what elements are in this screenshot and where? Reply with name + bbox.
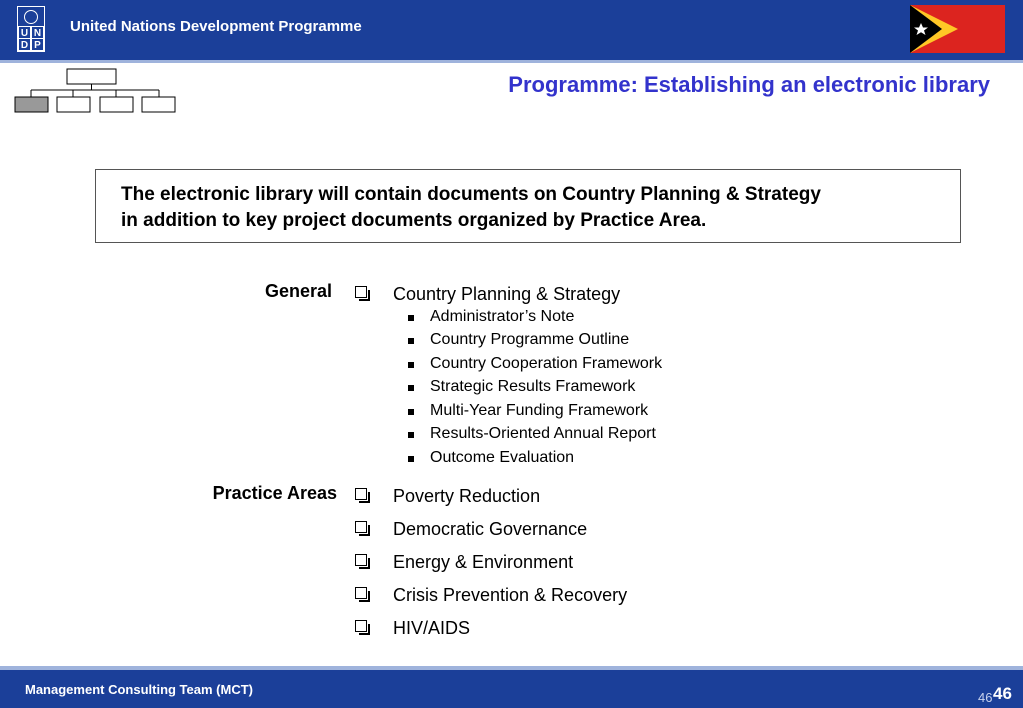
intro-box: [95, 169, 961, 243]
page-number: 46: [993, 684, 1012, 703]
list-item-label: Poverty Reduction: [393, 486, 541, 506]
square-bullet-icon: [408, 362, 414, 368]
sub-list-item-label: Multi-Year Funding Framework: [430, 402, 649, 419]
page-title: Programme: Establishing an electronic library: [508, 72, 990, 97]
list-item-label: Country Planning & Strategy: [393, 284, 621, 304]
square-bullet-icon: [408, 315, 414, 321]
logo-letter-n: N: [31, 26, 44, 39]
list-item-label: HIV/AIDS: [393, 618, 471, 638]
org-chart-icon: [14, 68, 179, 116]
list-item-label: Democratic Governance: [393, 519, 588, 539]
organization-name: United Nations Development Programme: [70, 18, 362, 35]
sub-list-item-label: Administrator’s Note: [430, 308, 575, 325]
checkbox-bullet-icon: [355, 286, 367, 298]
footer-text: Management Consulting Team (MCT): [25, 682, 253, 697]
checkbox-bullet-icon: [355, 554, 367, 566]
intro-line-2: in addition to key project documents organized by Practice Area.: [121, 210, 707, 231]
square-bullet-icon: [408, 456, 414, 462]
square-bullet-icon: [408, 409, 414, 415]
checkbox-bullet-icon: [355, 620, 367, 632]
sub-list-item-label: Country Cooperation Framework: [430, 355, 663, 372]
list-item-label: Energy & Environment: [393, 552, 574, 572]
sub-list-item-label: Outcome Evaluation: [430, 449, 575, 466]
page-number-shadow: 46: [978, 690, 993, 705]
section-label-general: General: [264, 281, 332, 301]
section-label-practice-areas: Practice Areas: [212, 483, 337, 503]
checkbox-bullet-icon: [355, 521, 367, 533]
sub-list-item-label: Results-Oriented Annual Report: [430, 425, 656, 442]
logo-letter-d: D: [18, 38, 31, 51]
sub-list-item-label: Strategic Results Framework: [430, 378, 636, 395]
sub-list-item-label: Country Programme Outline: [430, 331, 630, 348]
logo-letter-p: P: [31, 38, 44, 51]
square-bullet-icon: [408, 432, 414, 438]
un-emblem-icon: [24, 10, 38, 24]
checkbox-bullet-icon: [355, 488, 367, 500]
undp-logo: [17, 6, 45, 52]
timor-leste-flag-icon: [910, 5, 1005, 53]
list-item-label: Crisis Prevention & Recovery: [393, 585, 628, 605]
square-bullet-icon: [408, 338, 414, 344]
intro-line-1: The electronic library will contain documents on Country Planning & Strategy: [121, 184, 821, 205]
checkbox-bullet-icon: [355, 587, 367, 599]
header-divider: [0, 60, 1023, 63]
square-bullet-icon: [408, 385, 414, 391]
logo-letter-u: U: [18, 26, 31, 39]
